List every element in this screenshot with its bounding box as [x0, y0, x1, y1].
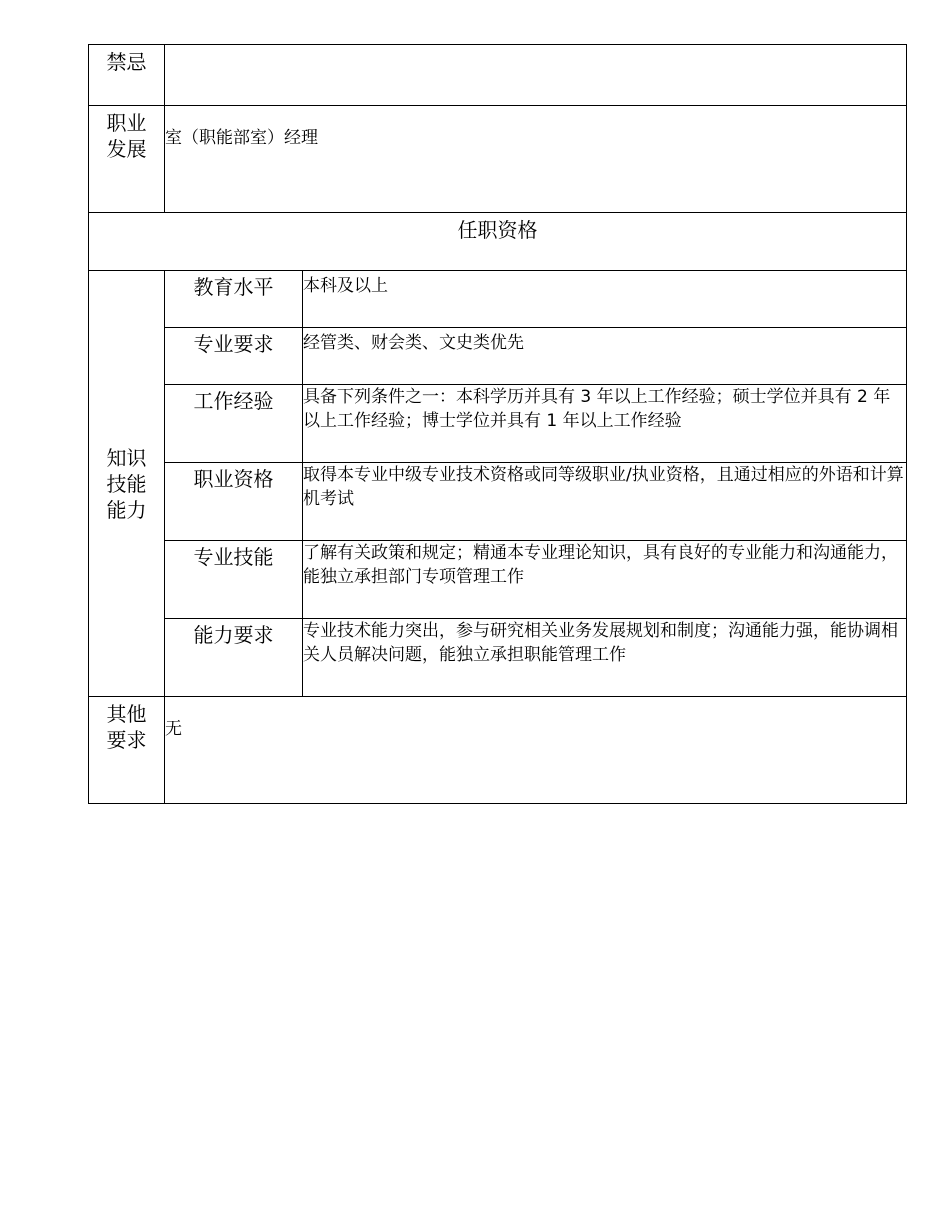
taboo-row	[89, 45, 907, 106]
skills-value: 了解有关政策和规定；精通本专业理论知识，具有良好的专业能力和沟通能力，能独立承担部门专项管理工作	[303, 541, 907, 619]
other-label	[89, 697, 165, 804]
experience-label: 工作经验	[165, 385, 303, 463]
knowledge-group-label	[89, 271, 165, 697]
qualification-title: 任职资格	[89, 213, 907, 271]
taboo-label	[89, 45, 165, 106]
major-label: 专业要求	[165, 328, 303, 385]
certification-value: 取得本专业中级专业技术资格或同等级职业/执业资格，且通过相应的外语和计算机考试	[303, 463, 907, 541]
major-value: 经管类、财会类、文史类优先	[303, 328, 907, 385]
knowledge-row-ability	[89, 619, 907, 697]
knowledge-row-major	[89, 328, 907, 385]
career-label-text: 职业发展	[106, 111, 147, 161]
other-label-text: 其他要求	[106, 702, 147, 752]
career-label	[89, 106, 165, 213]
knowledge-row-skills	[89, 541, 907, 619]
knowledge-row-education	[89, 271, 907, 328]
education-label: 教育水平	[165, 271, 303, 328]
knowledge-row-certification	[89, 463, 907, 541]
other-value-text: 无	[165, 719, 182, 739]
education-value: 本科及以上	[303, 271, 907, 328]
certification-label: 职业资格	[165, 463, 303, 541]
taboo-value	[165, 45, 907, 106]
skills-label: 专业技能	[165, 541, 303, 619]
taboo-label-text: 禁忌	[106, 50, 147, 74]
ability-label: 能力要求	[165, 619, 303, 697]
career-value-text: 室（职能部室）经理	[165, 128, 318, 148]
qualification-title-row	[89, 213, 907, 271]
other-requirements-row	[89, 697, 907, 804]
job-requirements-table	[88, 44, 907, 804]
knowledge-row-experience	[89, 385, 907, 463]
career-row	[89, 106, 907, 213]
career-value	[165, 106, 907, 213]
ability-value: 专业技术能力突出，参与研究相关业务发展规划和制度；沟通能力强，能协调相关人员解决问题，能独立承担职能管理工作	[303, 619, 907, 697]
experience-value: 具备下列条件之一：本科学历并具有 3 年以上工作经验；硕士学位并具有 2 年以上工作经验；博士学位并具有 1 年以上工作经验	[303, 385, 907, 463]
knowledge-group-label-text: 知识技能能力	[106, 445, 147, 522]
other-value	[165, 697, 907, 804]
